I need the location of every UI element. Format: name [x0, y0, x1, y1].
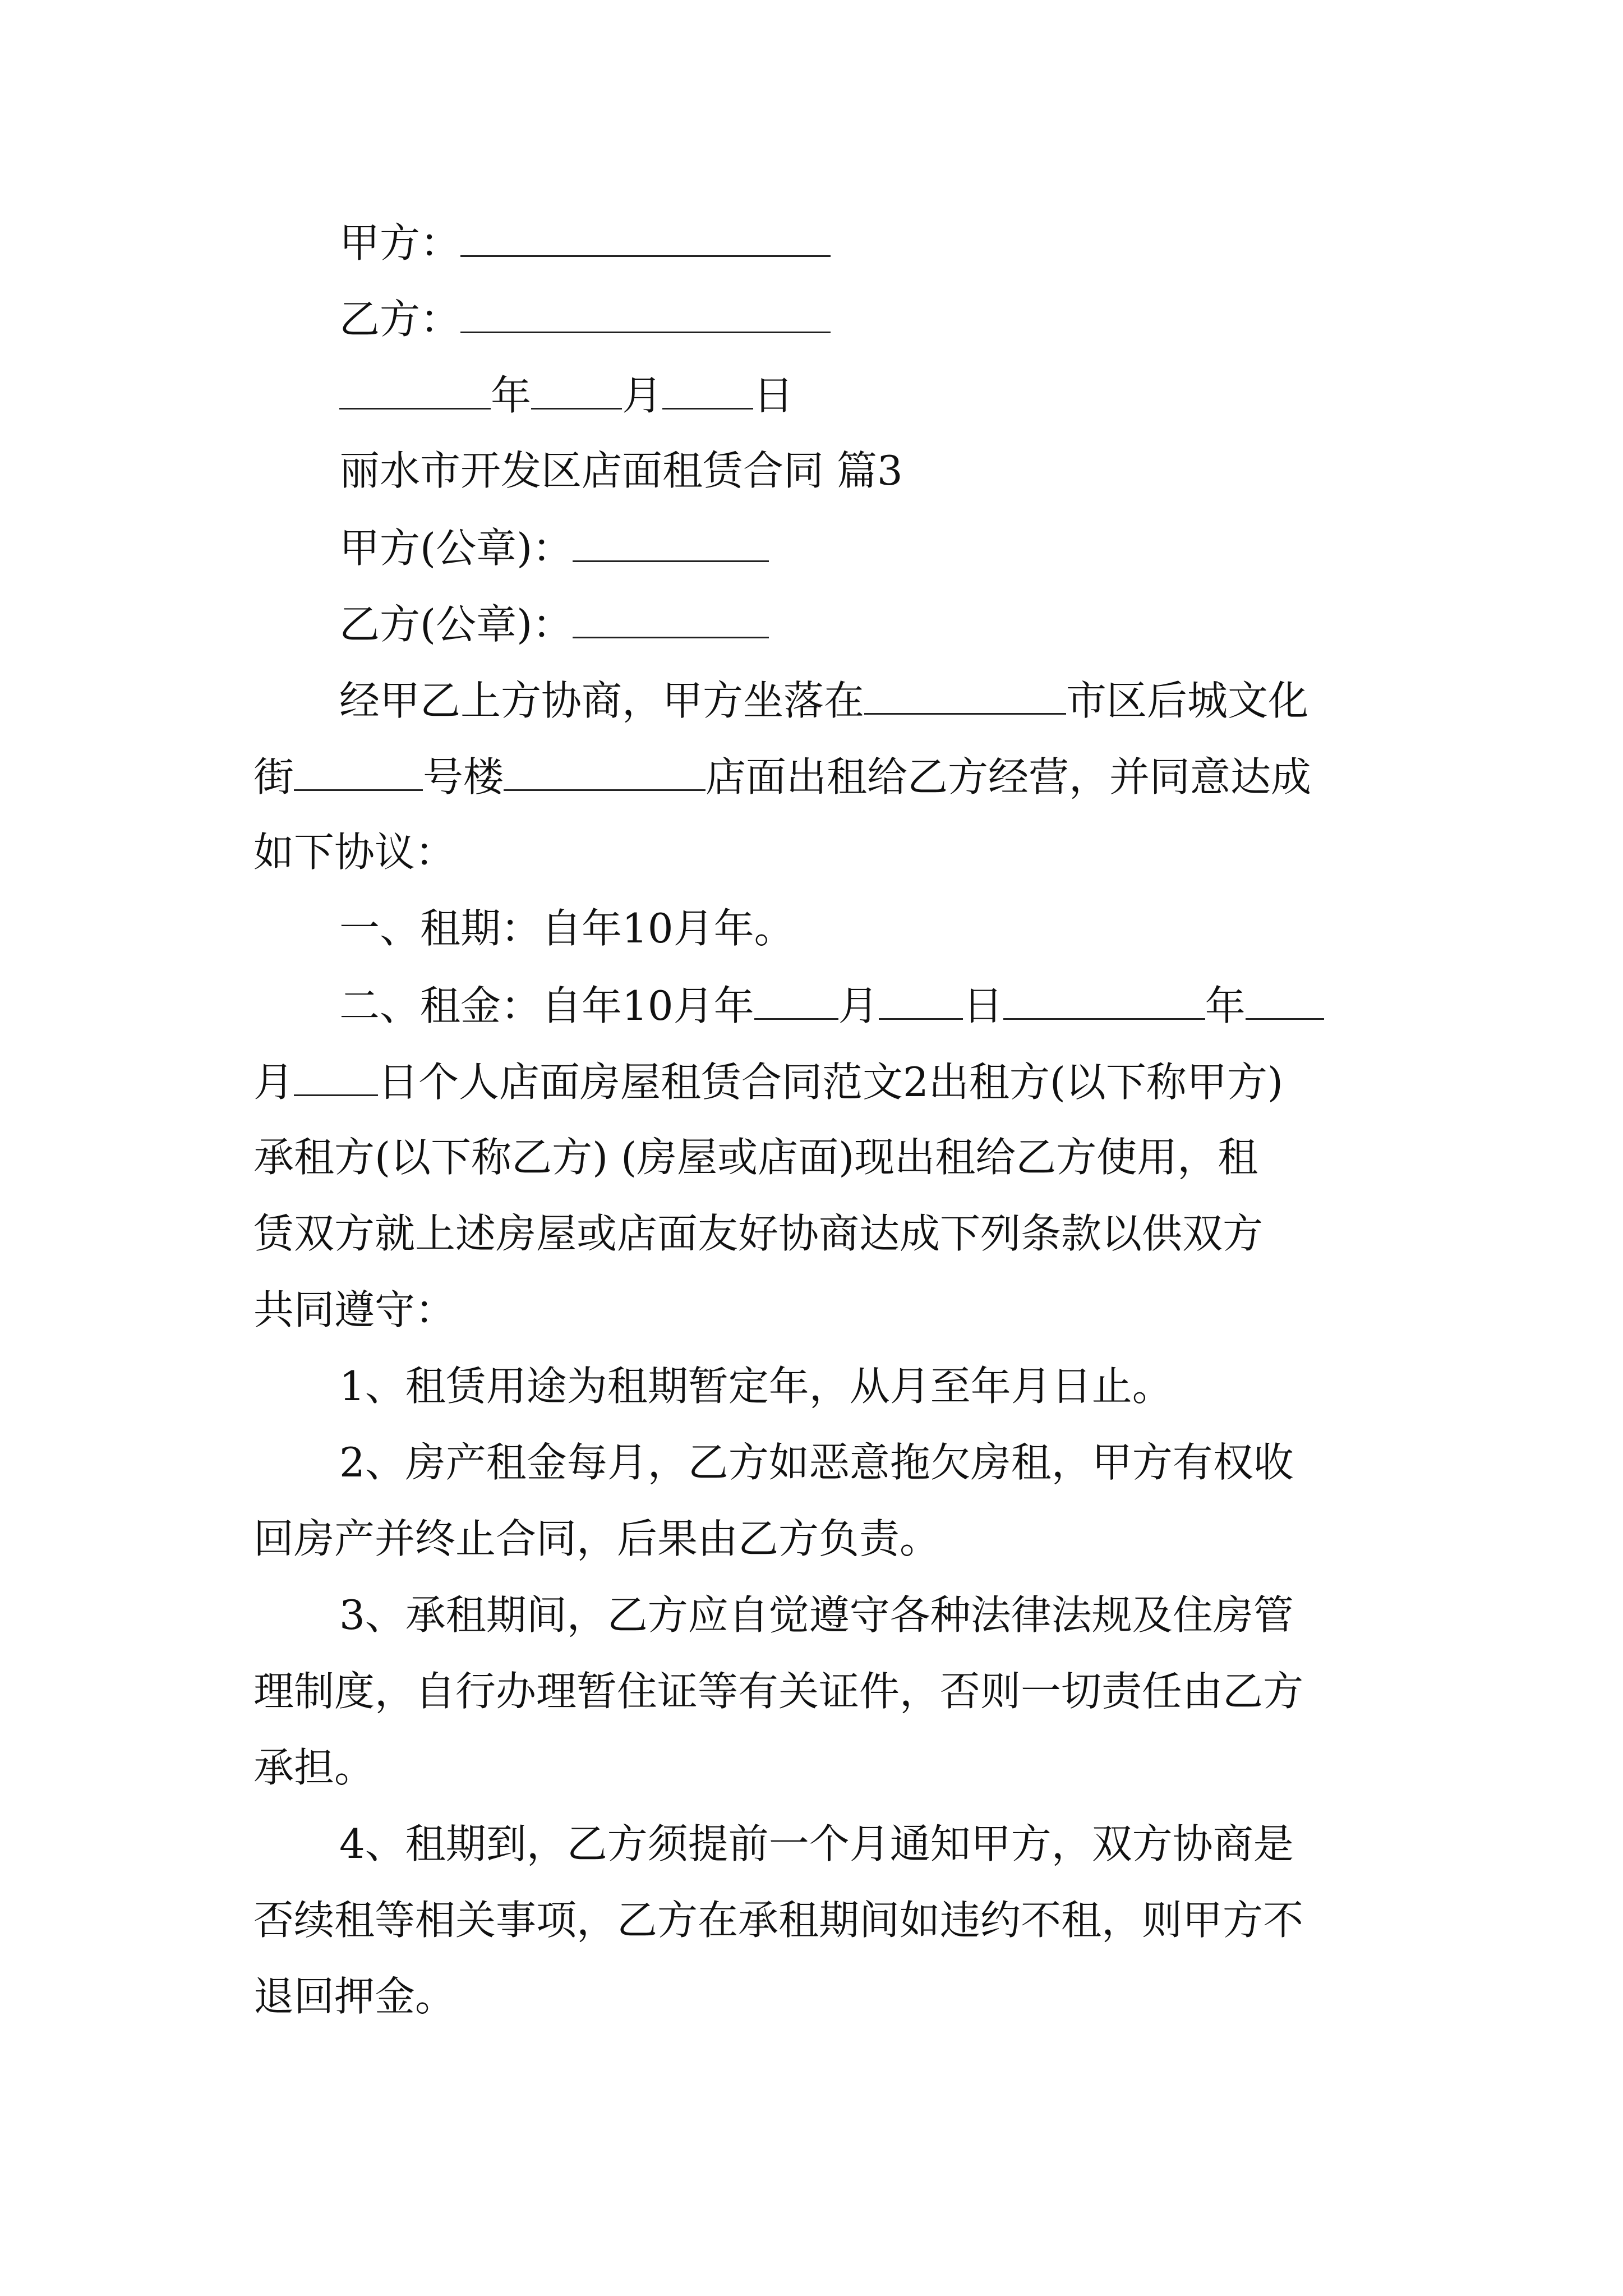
clause-text: 日 [962, 982, 1003, 1029]
party-a-blank [460, 222, 831, 257]
item-1: 1、租赁用途为租期暂定年，从月至年月日止。 [339, 1363, 1173, 1410]
clause-2-month-blank [754, 984, 838, 1020]
party-b-seal-blank [573, 603, 769, 638]
party-a-signature-line [339, 219, 1467, 266]
party-b-seal-line [339, 603, 1467, 648]
day-blank [662, 374, 753, 409]
year-blank [339, 374, 491, 409]
section-title: 丽水市开发区店面租赁合同 篇3 [339, 447, 903, 494]
clause-text: 月 [838, 982, 879, 1029]
clause-text: 月 [253, 1059, 294, 1106]
street-number-blank [294, 756, 423, 791]
item-3-line-2: 理制度，自行办理暂住证等有关证件，否则一切责任由乙方 [253, 1668, 1304, 1715]
clause-2-line-2 [253, 1061, 1381, 1106]
date-month-label: 月 [622, 372, 663, 419]
clause-2-day-blank [879, 984, 963, 1020]
clause-2-line-3: 承租方(以下称乙方) (房屋或店面)现出租给乙方使用，租 [253, 1134, 1258, 1181]
party-b-label: 乙方： [339, 296, 461, 343]
party-a-label: 甲方： [339, 219, 461, 266]
item-4-line-3: 退回押金。 [253, 1973, 456, 2020]
clause-text: 年 [1205, 982, 1246, 1029]
intro-line-3: 如下协议： [253, 829, 456, 876]
item-3-line-1: 3、承租期间，乙方应自觉遵守各种法律法规及住房管 [339, 1591, 1294, 1639]
intro-text: 街 [253, 753, 294, 800]
clause-text: 二、租金：自年10月年 [339, 982, 754, 1029]
party-b-blank [460, 298, 831, 333]
party-b-signature-line [339, 298, 1467, 343]
clause-2-line-5: 共同遵守： [253, 1286, 456, 1333]
city-blank [864, 679, 1066, 715]
date-day-label: 日 [753, 372, 794, 419]
intro-line-1 [339, 679, 1381, 724]
item-2-line-2: 回房产并终止合同，后果由乙方负责。 [253, 1515, 940, 1562]
intro-text: 市区后城文化 [1066, 677, 1309, 724]
party-b-seal-label: 乙方(公章)： [339, 601, 573, 648]
party-a-seal-blank [573, 527, 769, 562]
clause-1: 一、租期：自年10月年。 [339, 905, 795, 952]
building-blank [504, 756, 706, 791]
clause-2-month2-blank [294, 1061, 378, 1096]
intro-text: 店面出租给乙方经营，并同意达成 [706, 753, 1312, 800]
date-line [339, 374, 1467, 419]
clause-2-year-blank [1003, 984, 1205, 1020]
intro-text: 号楼 [423, 753, 504, 800]
clause-text: 日个人店面房屋租赁合同范文2出租方(以下称甲方) [378, 1059, 1284, 1106]
item-2-line-1: 2、房产租金每月，乙方如恶意拖欠房租，甲方有权收 [339, 1439, 1294, 1486]
party-a-seal-label: 甲方(公章)： [339, 524, 573, 572]
clause-2-line-4: 赁双方就上述房屋或店面友好协商达成下列条款以供双方 [253, 1210, 1264, 1257]
item-3-line-3: 承担。 [253, 1744, 375, 1791]
intro-line-2 [253, 753, 1381, 800]
item-4-line-2: 否续租等相关事项，乙方在承租期间如违约不租，则甲方不 [253, 1897, 1304, 1944]
item-4-line-1: 4、租期到，乙方须提前一个月通知甲方，双方协商是 [339, 1820, 1294, 1867]
month-blank [531, 374, 622, 409]
party-a-seal-line [339, 524, 1467, 572]
intro-text: 经甲乙上方协商，甲方坐落在 [339, 677, 865, 724]
date-year-label: 年 [491, 372, 532, 419]
clause-2-line-1 [339, 984, 1381, 1029]
clause-2-trailing-blank [1246, 984, 1324, 1020]
